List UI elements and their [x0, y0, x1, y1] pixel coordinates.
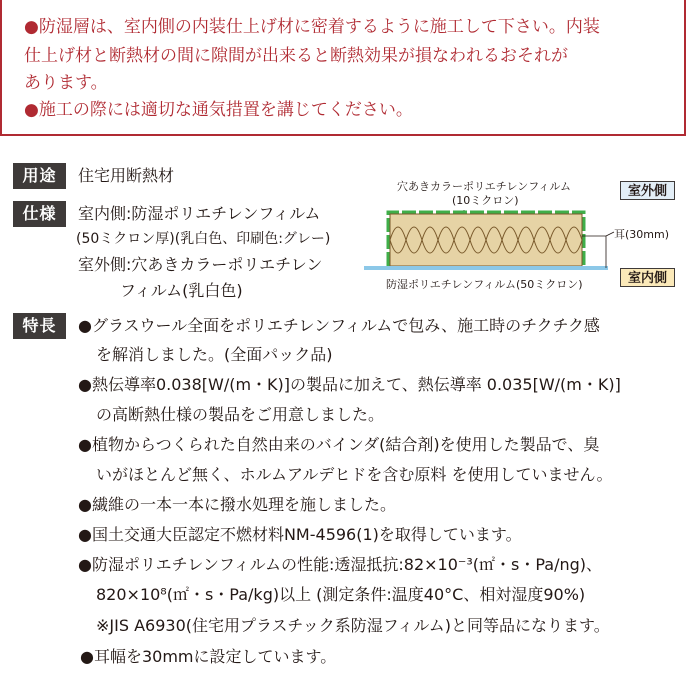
feature-line-8: ●国土交通大臣認定不燃材料NM-4596(1)を取得しています。 [78, 525, 522, 544]
warning-line-4: ●施工の際には適切な通気措置を講じてください。 [24, 100, 413, 120]
top-film-label: 穴あきカラーポリエチレンフィルム [397, 180, 571, 193]
usage-tag: 用途 [13, 163, 66, 189]
usage-value: 住宅用断熱材 [78, 166, 175, 185]
warning-line-3: あります。 [24, 73, 108, 93]
indoor-label: 室内側 [620, 268, 675, 287]
warning-line-1: ●防湿層は、室内側の内装仕上げ材に密着するように施工して下さい。内装 [24, 17, 600, 37]
outdoor-label: 室外側 [620, 181, 675, 200]
warning-line-2: 仕上げ材と断熱材の間に隙間が出来ると断熱効果が損なわれるおそれが [24, 46, 568, 66]
bottom-film-label: 防湿ポリエチレンフィルム(50ミクロン) [386, 278, 583, 291]
feature-line-11: ※JIS A6930(住宅用プラスチック系防湿フィルム)と同等品になります。 [96, 616, 610, 635]
feature-line-6: いがほとんど無く、ホルムアルデヒドを含む原料 を使用していません。 [96, 465, 613, 484]
feature-line-5: ●植物からつくられた自然由来のバインダ(結合剤)を使用した製品で、臭 [78, 435, 600, 454]
spec-line-3: 室外側:穴あきカラーポリエチレン [78, 255, 323, 274]
feature-line-12: ●耳幅を30mmに設定しています。 [80, 647, 337, 666]
spec-line-1: 室内側:防湿ポリエチレンフィルム [78, 204, 321, 223]
feature-line-10: 820×10⁸(㎡・s・Pa/kg)以上 (測定条件:温度40°C、相対湿度90%) [96, 585, 586, 604]
warning-box [0, 0, 686, 136]
spec-line-4: フィルム(乳白色) [120, 281, 243, 300]
feature-line-7: ●繊維の一本一本に撥水処理を施しました。 [78, 495, 396, 514]
feature-line-3: ●熱伝導率0.038[W/(m・K)]の製品に加えて、熱伝導率 0.035[W/(m・K)] [78, 375, 621, 394]
ear-bracket [582, 236, 606, 268]
insulation-cross-section [360, 196, 622, 280]
ear-label: 耳(30mm) [614, 228, 670, 241]
features-tag: 特長 [13, 313, 66, 339]
spec-tag: 仕様 [13, 201, 66, 227]
feature-line-1: ●グラスウール全面をポリエチレンフィルムで包み、施工時のチクチク感 [78, 316, 600, 335]
feature-line-4: の高断熱仕様の製品をご用意しました。 [96, 405, 385, 424]
feature-line-2: を解消しました。(全面パック品) [96, 345, 333, 364]
top-film-thickness: (10ミクロン) [452, 194, 519, 207]
spec-line-2: (50ミクロン厚)(乳白色、印刷色:グレー) [76, 231, 331, 247]
feature-line-9: ●防湿ポリエチレンフィルムの性能:透湿抵抗:82×10⁻³(㎡・s・Pa/ng)、 [78, 555, 603, 574]
ear-leader [606, 232, 614, 236]
